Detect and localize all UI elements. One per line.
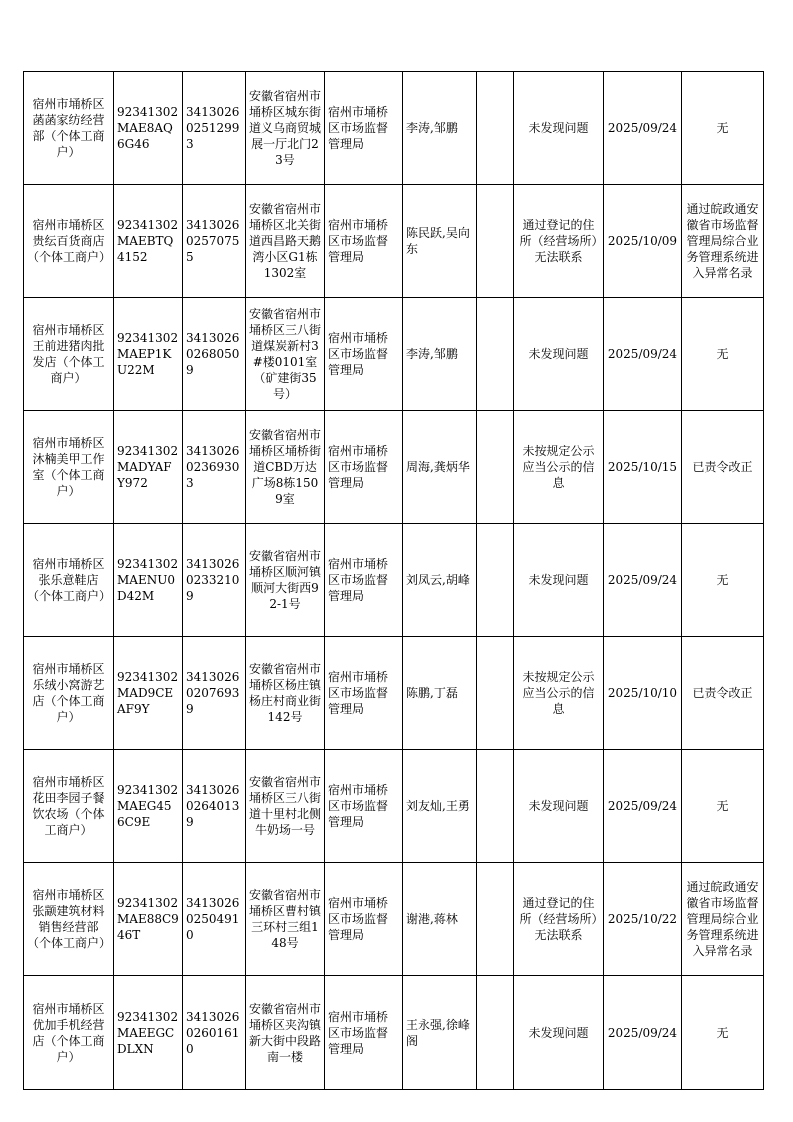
address-cell: 安徽省宿州市埇桥区曹村镇三环村三组148号 xyxy=(246,863,325,976)
empty-cell xyxy=(477,976,514,1090)
inspection-date-cell: 2025/10/09 xyxy=(604,185,682,298)
address-cell: 安徽省宿州市埇桥区三八街道煤炭新村3#楼0101室（矿建街35号） xyxy=(246,298,325,411)
handling-result-cell: 无 xyxy=(682,72,764,185)
inspectors-cell: 李涛,邹鹏 xyxy=(403,298,477,411)
empty-cell xyxy=(477,298,514,411)
registration-number-cell: 341302602504910 xyxy=(183,863,246,976)
table-row xyxy=(24,976,764,1090)
inspection-date-cell: 2025/09/24 xyxy=(604,524,682,637)
credit-code-cell: 92341302MAEBTQ4152 xyxy=(114,185,183,298)
empty-cell xyxy=(477,411,514,524)
enterprise-name-cell: 宿州市埇桥区张颛建筑材料销售经营部（个体工商户） xyxy=(24,863,114,976)
inspectors-cell: 王永强,徐峰阁 xyxy=(403,976,477,1090)
inspectors-cell: 周海,龚炳华 xyxy=(403,411,477,524)
empty-cell xyxy=(477,524,514,637)
enterprise-name-cell: 宿州市埇桥区沐楠美甲工作室（个体工商户） xyxy=(24,411,114,524)
empty-cell xyxy=(477,750,514,863)
registration-number-cell: 341302602640139 xyxy=(183,750,246,863)
credit-code-cell: 92341302MAE8AQ6G46 xyxy=(114,72,183,185)
address-cell: 安徽省宿州市埇桥区杨庄镇杨庄村商业街142号 xyxy=(246,637,325,750)
inspection-result-cell: 未发现问题 xyxy=(514,750,604,863)
credit-code-cell: 92341302MAENU0D42M xyxy=(114,524,183,637)
inspection-result-cell: 未发现问题 xyxy=(514,72,604,185)
empty-cell xyxy=(477,637,514,750)
address-cell: 安徽省宿州市埇桥区夹沟镇新大街中段路南一楼 xyxy=(246,976,325,1090)
handling-result-cell: 通过皖政通安徽省市场监督管理局综合业务管理系统进入异常名录 xyxy=(682,863,764,976)
inspection-result-cell: 未发现问题 xyxy=(514,298,604,411)
address-cell: 安徽省宿州市埇桥区城东街道义乌商贸城展一厅北门23号 xyxy=(246,72,325,185)
registration-number-cell: 341302602369303 xyxy=(183,411,246,524)
inspectors-cell: 刘凤云,胡峰 xyxy=(403,524,477,637)
address-cell: 安徽省宿州市埇桥区北关街道西昌路天鹅湾小区G1栋1302室 xyxy=(246,185,325,298)
inspectors-cell: 陈民跃,吴向东 xyxy=(403,185,477,298)
inspectors-cell: 陈鹏,丁磊 xyxy=(403,637,477,750)
address-cell: 安徽省宿州市埇桥区顺河镇顺河大街西92-1号 xyxy=(246,524,325,637)
table-row xyxy=(24,411,764,524)
credit-code-cell: 92341302MAE88C946T xyxy=(114,863,183,976)
inspection-date-cell: 2025/10/15 xyxy=(604,411,682,524)
inspection-result-cell: 未按规定公示应当公示的信息 xyxy=(514,637,604,750)
authority-cell: 宿州市埇桥区市场监督管理局 xyxy=(325,72,403,185)
empty-cell xyxy=(477,863,514,976)
authority-cell: 宿州市埇桥区市场监督管理局 xyxy=(325,298,403,411)
credit-code-cell: 92341302MAEP1KU22M xyxy=(114,298,183,411)
handling-result-cell: 已责令改正 xyxy=(682,637,764,750)
table-row xyxy=(24,637,764,750)
enterprise-name-cell: 宿州市埇桥区乐绒小窝游艺店（个体工商户） xyxy=(24,637,114,750)
inspection-date-cell: 2025/10/10 xyxy=(604,637,682,750)
table-row xyxy=(24,185,764,298)
credit-code-cell: 92341302MAEEGCDLXN xyxy=(114,976,183,1090)
handling-result-cell: 无 xyxy=(682,524,764,637)
handling-result-cell: 无 xyxy=(682,750,764,863)
enterprise-name-cell: 宿州市埇桥区花田李园子餐饮农场（个体工商户） xyxy=(24,750,114,863)
registration-number-cell: 341302602332109 xyxy=(183,524,246,637)
inspectors-cell: 刘友灿,王勇 xyxy=(403,750,477,863)
table-row xyxy=(24,524,764,637)
handling-result-cell: 通过皖政通安徽省市场监督管理局综合业务管理系统进入异常名录 xyxy=(682,185,764,298)
handling-result-cell: 无 xyxy=(682,976,764,1090)
inspection-date-cell: 2025/10/22 xyxy=(604,863,682,976)
registration-number-cell: 341302602512993 xyxy=(183,72,246,185)
inspection-date-cell: 2025/09/24 xyxy=(604,976,682,1090)
inspectors-cell: 李涛,邹鹏 xyxy=(403,72,477,185)
address-cell: 安徽省宿州市埇桥区埇桥街道CBD万达广场8栋1509室 xyxy=(246,411,325,524)
authority-cell: 宿州市埇桥区市场监督管理局 xyxy=(325,637,403,750)
inspection-result-cell: 未发现问题 xyxy=(514,976,604,1090)
inspection-result-cell: 未按规定公示应当公示的信息 xyxy=(514,411,604,524)
enterprise-name-cell: 宿州市埇桥区菡菡家纺经营部（个体工商户） xyxy=(24,72,114,185)
inspection-date-cell: 2025/09/24 xyxy=(604,298,682,411)
handling-result-cell: 已责令改正 xyxy=(682,411,764,524)
inspection-result-cell: 未发现问题 xyxy=(514,524,604,637)
inspection-result-cell: 通过登记的住所（经营场所）无法联系 xyxy=(514,185,604,298)
credit-code-cell: 92341302MAD9CEAF9Y xyxy=(114,637,183,750)
credit-code-cell: 92341302MAEG456C9E xyxy=(114,750,183,863)
inspection-result-cell: 通过登记的住所（经营场所）无法联系 xyxy=(514,863,604,976)
registration-number-cell: 341302602601610 xyxy=(183,976,246,1090)
empty-cell xyxy=(477,185,514,298)
handling-result-cell: 无 xyxy=(682,298,764,411)
registration-number-cell: 341302602076939 xyxy=(183,637,246,750)
authority-cell: 宿州市埇桥区市场监督管理局 xyxy=(325,411,403,524)
address-cell: 安徽省宿州市埇桥区三八街道十里村北侧牛奶场一号 xyxy=(246,750,325,863)
table-row xyxy=(24,750,764,863)
empty-cell xyxy=(477,72,514,185)
authority-cell: 宿州市埇桥区市场监督管理局 xyxy=(325,524,403,637)
registration-number-cell: 341302602570755 xyxy=(183,185,246,298)
table-row xyxy=(24,298,764,411)
enterprise-name-cell: 宿州市埇桥区张乐意鞋店（个体工商户） xyxy=(24,524,114,637)
authority-cell: 宿州市埇桥区市场监督管理局 xyxy=(325,863,403,976)
enterprise-name-cell: 宿州市埇桥区王前进猪肉批发店（个体工商户） xyxy=(24,298,114,411)
table-row xyxy=(24,72,764,185)
credit-code-cell: 92341302MADYAFY972 xyxy=(114,411,183,524)
authority-cell: 宿州市埇桥区市场监督管理局 xyxy=(325,750,403,863)
registration-number-cell: 341302602680509 xyxy=(183,298,246,411)
inspectors-cell: 谢港,蒋林 xyxy=(403,863,477,976)
authority-cell: 宿州市埇桥区市场监督管理局 xyxy=(325,185,403,298)
authority-cell: 宿州市埇桥区市场监督管理局 xyxy=(325,976,403,1090)
table-row xyxy=(24,863,764,976)
inspection-date-cell: 2025/09/24 xyxy=(604,750,682,863)
inspection-results-table xyxy=(23,71,764,1090)
enterprise-name-cell: 宿州市埇桥区贵纭百货商店（个体工商户） xyxy=(24,185,114,298)
inspection-date-cell: 2025/09/24 xyxy=(604,72,682,185)
enterprise-name-cell: 宿州市埇桥区优加手机经营店（个体工商户） xyxy=(24,976,114,1090)
